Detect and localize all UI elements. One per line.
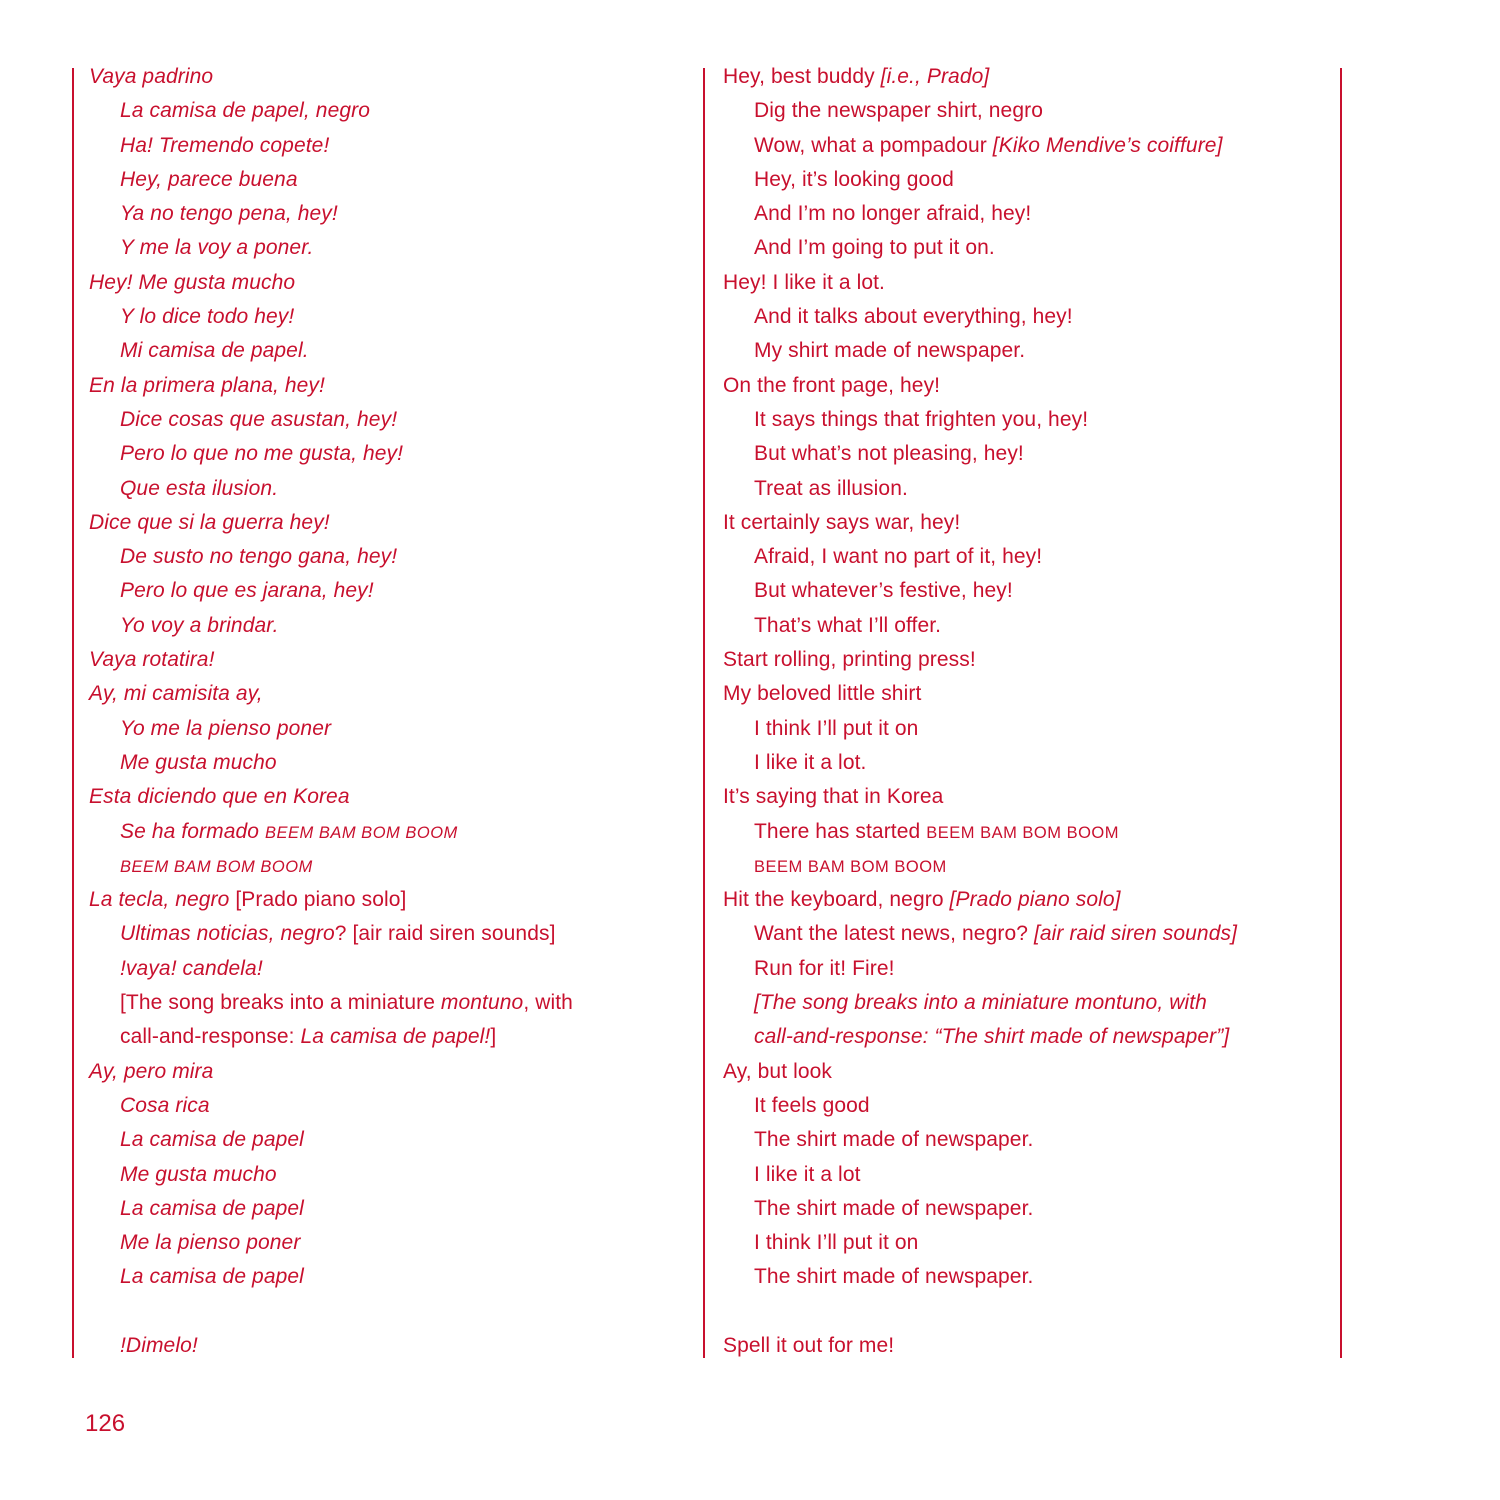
lyric-text-italic: [i.e., Prado] — [880, 65, 990, 88]
lyric-line — [723, 574, 1333, 608]
lyric-line — [723, 163, 1333, 197]
lyric-text-roman: I think I’ll put it on — [754, 716, 919, 740]
lyric-line — [723, 677, 1333, 711]
lyric-text-italic: Cosa rica — [120, 1093, 210, 1117]
lyric-text-italic: Esta diciendo que en Korea — [89, 785, 350, 809]
lyric-line — [89, 677, 689, 711]
lyric-text-italic: !Dimelo! — [120, 1333, 198, 1357]
lyric-text-roman: It feels good — [754, 1093, 870, 1117]
lyric-text-roman: On the front page, hey! — [723, 373, 941, 397]
lyric-line — [723, 1329, 1333, 1363]
lyric-line — [723, 1055, 1333, 1089]
lyric-line — [89, 849, 689, 883]
lyric-line — [89, 1192, 689, 1226]
lyric-text-italic: Y lo dice todo hey! — [120, 305, 295, 329]
lyric-line — [89, 163, 689, 197]
lyric-line — [89, 746, 689, 780]
lyric-text-italic: Me la pienso poner — [120, 1231, 301, 1255]
lyric-line — [723, 472, 1333, 506]
lyric-text-italic: La camisa de papel — [120, 1265, 304, 1289]
lyric-text-italic: Vaya padrino — [89, 65, 214, 88]
lyric-line — [89, 506, 689, 540]
lyric-text-roman: The shirt made of newspaper. — [754, 1196, 1034, 1220]
lyric-line — [89, 266, 689, 300]
lyric-line — [723, 266, 1333, 300]
lyric-line — [723, 917, 1333, 951]
lyric-text-roman: I like it a lot — [754, 1162, 861, 1186]
page-number: 126 — [85, 1410, 126, 1437]
lyric-text-roman: Ay, but look — [723, 1059, 832, 1083]
lyric-line — [723, 643, 1333, 677]
lyric-line — [723, 300, 1333, 334]
lyric-text-roman: I like it a lot. — [754, 750, 867, 774]
lyric-text-italic: montuno — [440, 991, 524, 1015]
lyric-text-smallcaps-italic: BEEM BAM BOM BOOM — [265, 823, 458, 842]
lyric-line — [723, 506, 1333, 540]
lyric-text-roman: And I’m going to put it on. — [754, 236, 995, 260]
lyrics-column-spanish — [89, 60, 689, 1363]
lyric-text-italic: La camisa de papel! — [300, 1025, 491, 1049]
lyric-line — [723, 231, 1333, 265]
lyric-text-italic: Me gusta mucho — [120, 1162, 277, 1186]
lyric-line — [89, 1089, 689, 1123]
lyric-text-roman: Hey! I like it a lot. — [723, 270, 885, 294]
lyric-text-italic: En la primera plana, hey! — [89, 373, 325, 397]
lyric-line — [723, 94, 1333, 128]
lyric-text-roman: The shirt made of newspaper. — [754, 1128, 1034, 1152]
lyric-text-italic: Hey! Me gusta mucho — [89, 270, 296, 294]
blank-line — [723, 1295, 1333, 1329]
lyric-text-roman: Hey, it’s looking good — [754, 167, 954, 191]
lyric-text-roman: And I’m no longer afraid, hey! — [754, 202, 1032, 226]
lyric-text-roman: Wow, what a pompadour — [754, 133, 993, 157]
lyric-text-italic: Dice cosas que asustan, hey! — [120, 407, 398, 431]
lyric-text-roman: ? [air raid siren sounds] — [334, 922, 556, 946]
lyric-line — [89, 437, 689, 471]
lyric-text-smallcaps-italic: BEEM BAM BOM BOOM — [120, 857, 313, 876]
lyric-text-italic: La camisa de papel — [120, 1196, 304, 1220]
lyric-text-italic: Ultimas noticias, negro — [120, 922, 335, 946]
lyric-text-roman: But whatever’s festive, hey! — [754, 579, 1013, 603]
lyric-text-italic: Pero lo que no me gusta, hey! — [120, 442, 404, 466]
lyric-line — [89, 1226, 689, 1260]
lyric-line — [723, 883, 1333, 917]
lyric-text-roman: My beloved little shirt — [723, 682, 922, 706]
lyric-line — [89, 1055, 689, 1089]
lyric-text-smallcaps-roman: BEEM BAM BOM BOOM — [754, 857, 947, 876]
lyric-text-roman: [Prado piano solo] — [229, 888, 407, 912]
lyric-text-roman: I think I’ll put it on — [754, 1231, 919, 1255]
lyric-text-roman: It says things that frighten you, hey! — [754, 407, 1089, 431]
right-column-rule — [1340, 68, 1342, 1358]
lyric-text-italic: La camisa de papel — [120, 1128, 304, 1152]
lyric-text-italic: Y me la voy a poner. — [120, 236, 314, 260]
lyric-text-italic: Pero lo que es jarana, hey! — [120, 579, 374, 603]
lyric-line — [723, 746, 1333, 780]
lyric-line — [723, 1089, 1333, 1123]
lyric-line — [89, 574, 689, 608]
lyric-line — [89, 1020, 689, 1054]
lyric-line — [89, 917, 689, 951]
lyric-line — [723, 437, 1333, 471]
lyric-line — [723, 334, 1333, 368]
lyric-text-roman: call-and-response: — [120, 1025, 301, 1049]
lyric-text-italic: Vaya rotatira! — [89, 648, 215, 672]
lyric-line — [89, 1260, 689, 1294]
lyric-line — [723, 540, 1333, 574]
lyric-line — [89, 231, 689, 265]
lyric-line — [723, 1260, 1333, 1294]
lyrics-column-english — [723, 60, 1333, 1363]
lyric-line — [723, 1020, 1333, 1054]
lyric-line — [89, 609, 689, 643]
lyric-line — [89, 780, 689, 814]
lyric-text-italic: La camisa de papel, negro — [120, 99, 370, 123]
lyric-line — [723, 1226, 1333, 1260]
lyric-text-italic: Se ha formado — [120, 819, 265, 843]
lyric-text-roman: Treat as illusion. — [754, 476, 908, 500]
lyric-line — [89, 1158, 689, 1192]
lyric-text-roman: Hey, best buddy — [723, 65, 881, 88]
lyric-text-roman: Afraid, I want no part of it, hey! — [754, 545, 1043, 569]
lyric-text-italic: Dice que si la guerra hey! — [89, 510, 330, 534]
lyric-text-roman: And it talks about everything, hey! — [754, 305, 1073, 329]
lyric-line — [89, 643, 689, 677]
lyric-text-italic: De susto no tengo gana, hey! — [120, 545, 398, 569]
blank-line — [89, 1295, 689, 1329]
lyric-line — [89, 815, 689, 849]
lyric-text-roman: It certainly says war, hey! — [723, 510, 961, 534]
lyric-text-italic: Ay, pero mira — [89, 1059, 214, 1083]
lyric-text-roman: , with — [523, 991, 573, 1015]
lyric-line — [723, 403, 1333, 437]
lyric-line — [89, 94, 689, 128]
lyric-text-italic: Mi camisa de papel. — [120, 339, 309, 363]
lyric-line — [723, 1158, 1333, 1192]
lyric-line — [89, 369, 689, 403]
lyric-line — [89, 1329, 689, 1363]
lyric-line — [89, 403, 689, 437]
lyric-text-italic: La tecla, negro — [89, 888, 230, 912]
middle-column-rule — [703, 68, 705, 1358]
lyric-text-italic: [The song breaks into a miniature montuno, with — [754, 991, 1207, 1015]
lyric-text-italic: Ya no tengo pena, hey! — [120, 202, 338, 226]
lyric-text-roman: [The song breaks into a miniature — [120, 991, 441, 1015]
lyric-text-roman: My shirt made of newspaper. — [754, 339, 1026, 363]
lyric-line — [89, 300, 689, 334]
lyric-line — [723, 952, 1333, 986]
lyric-text-roman: There has started — [754, 819, 927, 843]
lyric-text-italic: Ay, mi camisita ay, — [89, 682, 263, 706]
lyric-line — [723, 609, 1333, 643]
lyric-line — [89, 712, 689, 746]
lyric-text-roman: Hit the keyboard, negro — [723, 888, 950, 912]
lyric-line — [89, 197, 689, 231]
lyric-line — [89, 472, 689, 506]
lyric-text-italic: [Prado piano solo] — [949, 888, 1121, 912]
lyric-text-italic: Yo me la pienso poner — [120, 716, 332, 740]
lyric-line — [723, 849, 1333, 883]
lyric-text-roman: Want the latest news, negro? — [754, 922, 1034, 946]
lyric-text-italic: Me gusta mucho — [120, 750, 277, 774]
lyric-line — [89, 1123, 689, 1157]
lyric-text-italic: Yo voy a brindar. — [120, 613, 279, 637]
lyric-text-italic: Hey, parece buena — [120, 167, 298, 191]
lyric-text-italic: [air raid siren sounds] — [1033, 922, 1238, 946]
lyric-text-roman: ] — [490, 1025, 497, 1049]
lyric-line — [723, 60, 1333, 94]
lyric-text-italic: Ha! Tremendo copete! — [120, 133, 330, 157]
lyric-line — [89, 129, 689, 163]
lyric-text-roman: The shirt made of newspaper. — [754, 1265, 1034, 1289]
lyric-text-italic: [Kiko Mendive’s coiffure] — [992, 133, 1223, 157]
lyric-line — [89, 60, 689, 94]
lyric-text-roman: It’s saying that in Korea — [723, 785, 944, 809]
lyric-line — [723, 1192, 1333, 1226]
lyric-line — [723, 129, 1333, 163]
lyric-text-italic: !vaya! candela! — [120, 956, 263, 980]
lyric-line — [723, 1123, 1333, 1157]
lyric-line — [723, 197, 1333, 231]
lyric-text-italic: Que esta ilusion. — [120, 476, 279, 500]
lyric-text-roman: Dig the newspaper shirt, negro — [754, 99, 1043, 123]
lyric-line — [723, 815, 1333, 849]
lyric-text-roman: But what’s not pleasing, hey! — [754, 442, 1024, 466]
lyric-text-roman: Start rolling, printing press! — [723, 648, 976, 672]
lyric-line — [89, 883, 689, 917]
lyric-line — [723, 986, 1333, 1020]
lyric-line — [723, 369, 1333, 403]
lyric-line — [723, 780, 1333, 814]
lyric-text-smallcaps-roman: BEEM BAM BOM BOOM — [926, 823, 1120, 842]
lyric-text-roman: Run for it! Fire! — [754, 956, 895, 980]
left-column-rule — [72, 68, 74, 1358]
lyric-text-italic: call-and-response: “The shirt made of newspaper”] — [754, 1025, 1230, 1049]
lyric-line — [89, 952, 689, 986]
lyric-line — [89, 540, 689, 574]
lyric-line — [89, 334, 689, 368]
lyric-line — [723, 712, 1333, 746]
lyric-line — [89, 986, 689, 1020]
lyric-text-roman: That’s what I’ll offer. — [754, 613, 942, 637]
lyric-text-roman: Spell it out for me! — [723, 1333, 895, 1357]
